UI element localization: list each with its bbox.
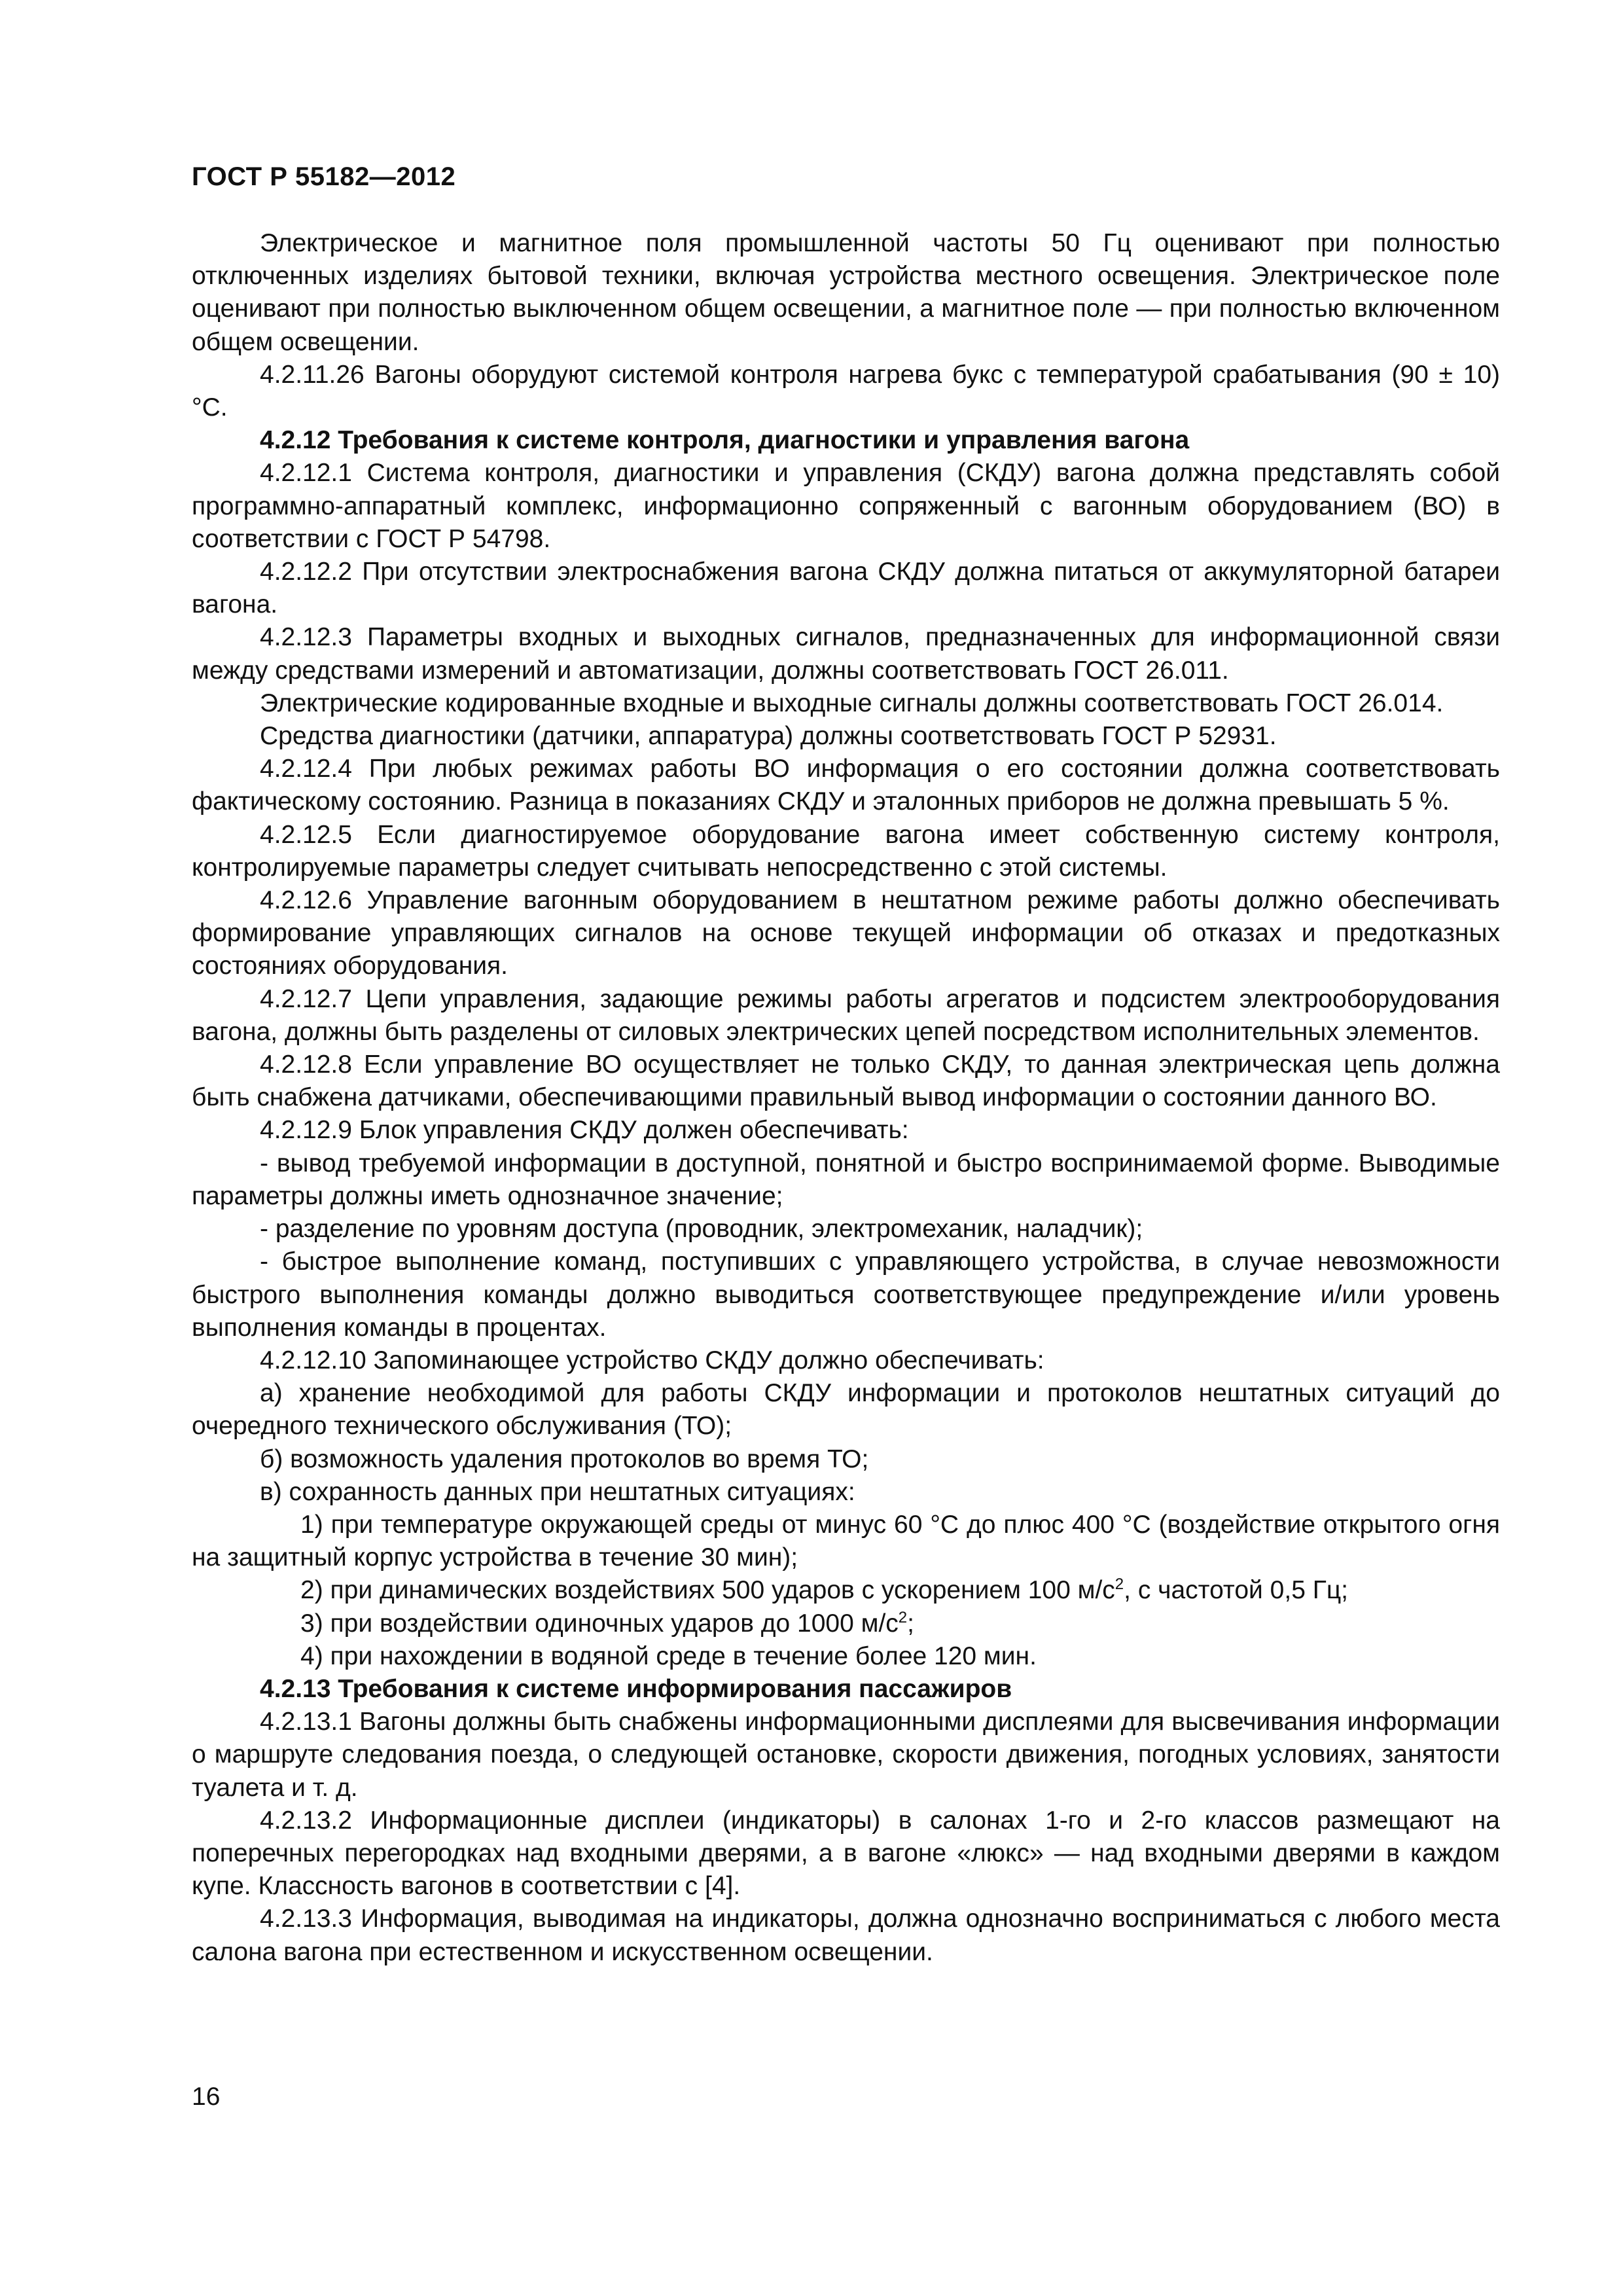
paragraph-diagnostic-means: Средства диагностики (датчики, аппаратура) должны соответствовать ГОСТ Р 52931. [260,722,1277,751]
paragraph-4-2-12-7: 4.2.12.7 Цепи управления, задающие режимы работы агрегатов и подсистем электрооборудования вагона, должны быть разделены от силовых электрических цепей посредством исполнительных элементов. [192,984,1500,1046]
list-item-3-text: 3) при воздействии одиночных ударов до 1000 м/с [300,1609,899,1638]
paragraph-coded-signals: Электрические кодированные входные и выходные сигналы должны соответствовать ГОСТ 26.014. [260,689,1444,717]
list-item-info-output: - вывод требуемой информации в доступной, понятной и быстро воспринимаемой форме. Выводимые параметры должны иметь однозначное значение; [192,1149,1500,1210]
list-item-v-data-safety: в) сохранность данных при нештатных ситуациях: [260,1477,855,1506]
paragraph-4-2-12-3: 4.2.12.3 Параметры входных и выходных сигналов, предназначенных для информационной связи между средствами измерений и автоматизации, должны соответствовать ГОСТ 26.011. [192,623,1500,685]
section-heading-4-2-13: 4.2.13 Требования к системе информирования пассажиров [260,1674,1012,1703]
list-item-4-water: 4) при нахождении в водяной среде в течение более 120 мин. [300,1641,1037,1670]
section-heading-4-2-12: 4.2.12 Требования к системе контроля, диагностики и управления вагона [260,426,1190,455]
list-item-a-storage: а) хранение необходимой для работы СКДУ информации и протоколов нештатных ситуаций до очередного технического обслуживания (ТО); [192,1379,1500,1441]
list-item-2-text: 2) при динамических воздействиях 500 ударов с ускорением 100 м/с [300,1576,1115,1605]
list-item-fast-commands: - быстрое выполнение команд, поступивших с управляющего устройства, в случае невозможности быстрого выполнения команды должно выводиться соответствующее предупреждение и/или уровень выполнения команды в процентах. [192,1247,1500,1342]
list-item-3-tail: ; [907,1609,914,1638]
superscript-2: 2 [1115,1575,1124,1594]
paragraph-4-2-12-10: 4.2.12.10 Запоминающее устройство СКДУ должно обеспечивать: [260,1346,1044,1374]
paragraph-4-2-12-2: 4.2.12.2 При отсутствии электроснабжения вагона СКДУ должна питаться от аккумуляторной батареи вагона. [192,558,1500,619]
paragraph-4-2-12-6: 4.2.12.6 Управление вагонным оборудованием в нештатном режиме работы должно обеспечивать формирование управляющих сигналов на основе текущей информации об отказах и предотказных состояниях оборудования. [192,886,1500,980]
paragraph-4-2-12-8: 4.2.12.8 Если управление ВО осуществляет не только СКДУ, то данная электрическая цепь должна быть снабжена датчиками, обеспечивающими правильный вывод информации о состоянии данного ВО. [192,1050,1500,1112]
paragraph-4-2-12-1: 4.2.12.1 Система контроля, диагностики и управления (СКДУ) вагона должна представлять собой программно-аппаратный комплекс, информационно сопряженный с вагонным оборудованием (ВО) в соответствии с ГОСТ Р 54798. [192,459,1500,553]
list-item-2-tail: , с частотой 0,5 Гц; [1124,1576,1349,1605]
superscript-2: 2 [898,1608,908,1626]
list-item-2-dynamic-impacts [192,1574,1500,1607]
page-number: 16 [192,2083,221,2111]
paragraph-4-2-13-1: 4.2.13.1 Вагоны должны быть снабжены информационными дисплеями для высвечивания информации о маршруте следования поезда, о следующей остановке, скорости движения, погодных условиях, занятости туалета и т. д. [192,1708,1500,1802]
list-item-access-levels: - разделение по уровням доступа (проводник, электромеханик, наладчик); [260,1215,1143,1244]
list-item-1-temperature: 1) при температуре окружающей среды от минус 60 °С до плюс 400 °С (воздействие открытого огня на защитный корпус устройства в течение 30 мин); [192,1510,1500,1572]
list-item-b-deletion: б) возможность удаления протоколов во время ТО; [260,1444,869,1473]
list-item-3-single-impacts [192,1607,1500,1640]
paragraph-4-2-12-4: 4.2.12.4 При любых режимах работы ВО информация о его состоянии должна соответствовать фактическому состоянию. Разница в показаниях СКДУ и эталонных приборов не должна превышать 5 %. [192,755,1500,816]
paragraph-4-2-12-5: 4.2.12.5 Если диагностируемое оборудование вагона имеет собственную систему контроля, контролируемые параметры следует считывать непосредственно с этой системы. [192,820,1500,882]
paragraph-4-2-13-2: 4.2.13.2 Информационные дисплеи (индикаторы) в салонах 1-го и 2-го классов размещают на поперечных перегородках над входными дверями, а в вагоне «люкс» — над входными дверями в каждом купе. Классность вагонов в соответствии с [4]. [192,1806,1500,1901]
document-code-header: ГОСТ Р 55182—2012 [192,162,456,191]
paragraph-4-2-11-26: 4.2.11.26 Вагоны оборудуют системой контроля нагрева букс с температурой срабатывания (90 ± 10) °С. [192,360,1500,422]
document-body [192,227,1500,1969]
paragraph-4-2-13-3: 4.2.13.3 Информация, выводимая на индикаторы, должна однозначно восприниматься с любого места салона вагона при естественном и искусственном освещении. [192,1905,1500,1966]
paragraph-4-2-12-9: 4.2.12.9 Блок управления СКДУ должен обеспечивать: [260,1116,909,1145]
paragraph-em-field-measurement: Электрическое и магнитное поля промышленной частоты 50 Гц оценивают при полностью отключенных изделиях бытовой техники, включая устройства местного освещения. Электрическое поле оценивают при полностью выключенном общем освещении, а магнитное поле — при полностью включенном общем освещении. [192,229,1500,356]
